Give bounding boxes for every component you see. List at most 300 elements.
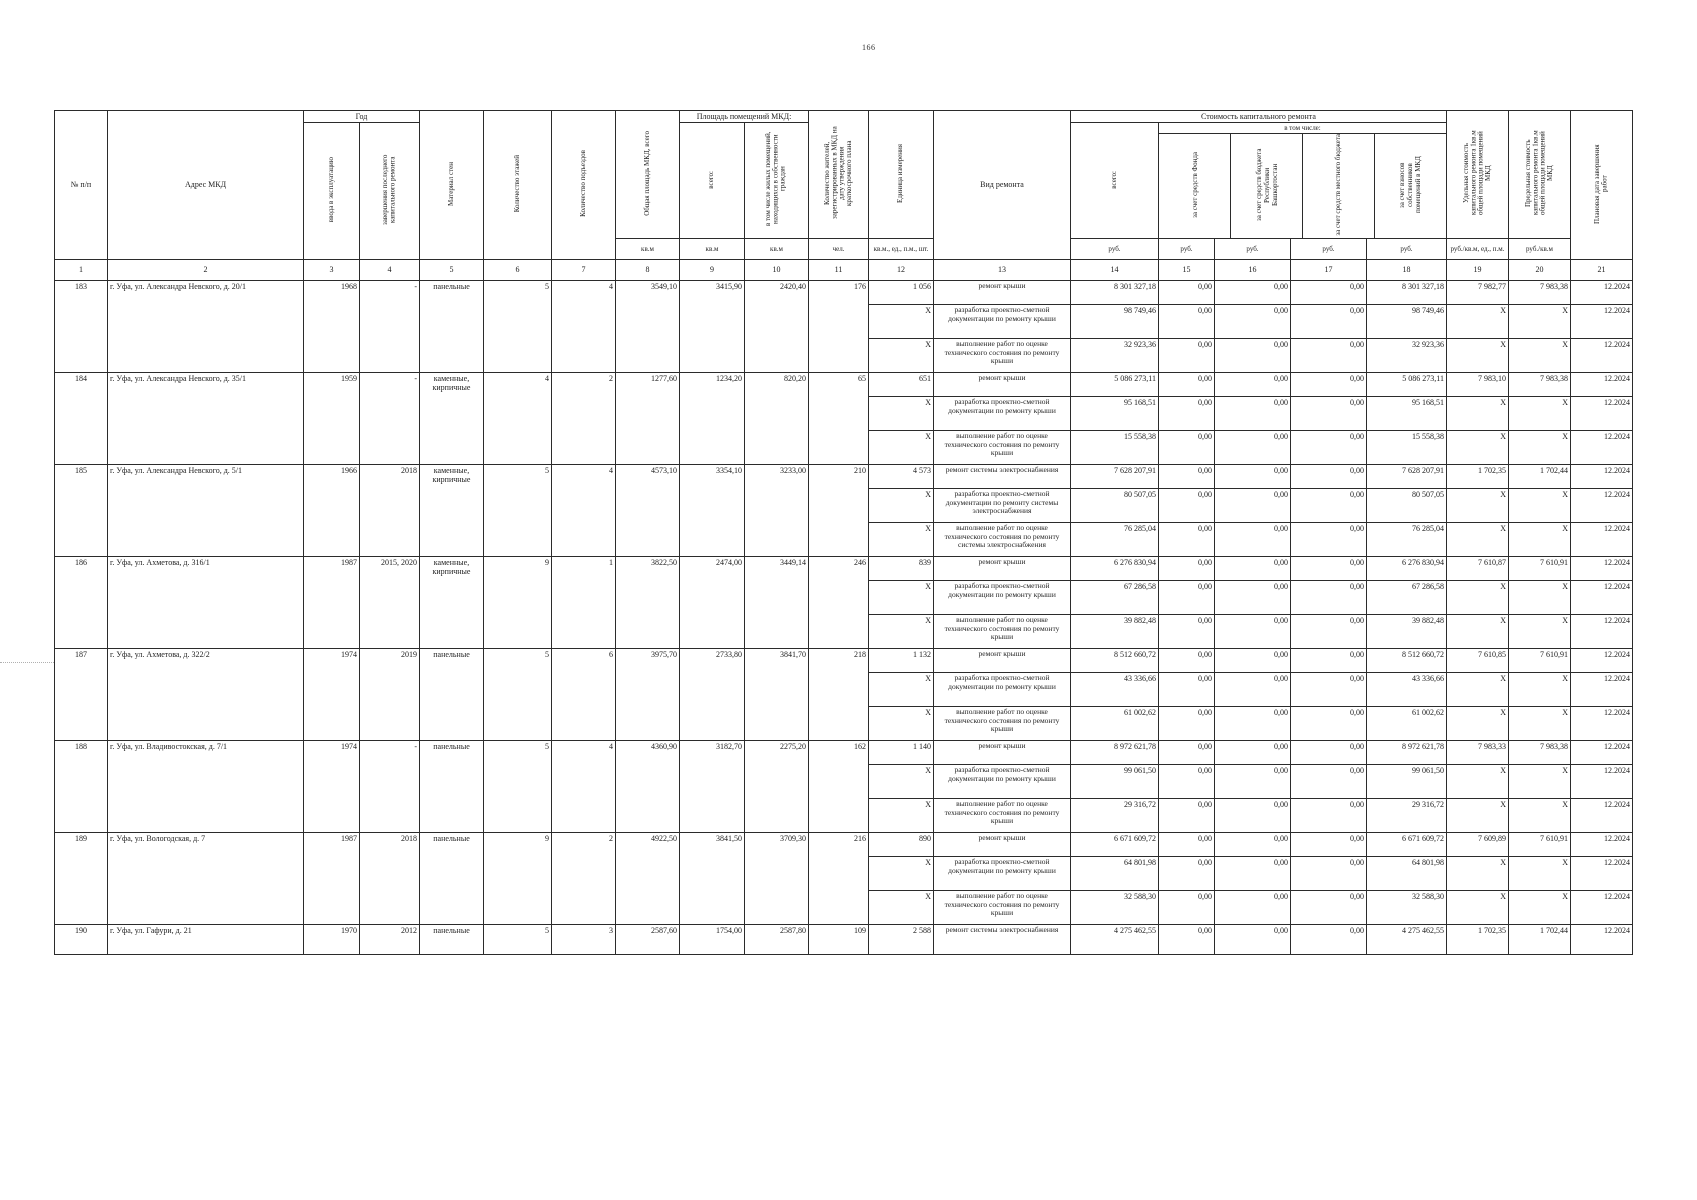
unit-cost: X [1447,396,1509,430]
header-fund: за счет средств Фонда [1159,134,1231,238]
cost-owners: 5 086 273,11 [1367,372,1447,396]
cost-total: 95 168,51 [1071,396,1159,430]
wall-material: панельные [420,280,484,372]
cost-local: 0,00 [1291,304,1367,338]
cost-owners: 61 002,62 [1367,706,1447,740]
work-quantity: 4 573 [869,464,934,488]
cost-total: 32 923,36 [1071,338,1159,372]
floors-count: 9 [484,832,552,924]
row-number: 187 [55,648,108,740]
cost-local: 0,00 [1291,672,1367,706]
year-built: 1966 [304,464,360,556]
work-quantity: X [869,580,934,614]
column-number: 10 [745,259,809,280]
unit-cost: 7 983,10 [1447,372,1509,396]
deadline-date: 12.2024 [1571,396,1633,430]
cost-republic: 0,00 [1215,304,1291,338]
header-num: № п/п [55,111,108,260]
header-cost-group: Стоимость капитального ремонта [1071,111,1447,123]
cost-local: 0,00 [1291,832,1367,856]
unit-rub-18: руб. [1367,238,1447,259]
work-type: выполнение работ по оценке технического состояния по ремонту крыши [934,706,1071,740]
cost-owners: 95 168,51 [1367,396,1447,430]
max-cost: 7 983,38 [1509,372,1571,396]
work-type: ремонт системы электроснабжения [934,464,1071,488]
row-number: 183 [55,280,108,372]
unit-cost: X [1447,798,1509,832]
wall-material: панельные [420,648,484,740]
unit-cost: X [1447,890,1509,924]
residents-count: 218 [809,648,869,740]
table-body [55,280,1633,954]
cost-fund: 0,00 [1159,890,1215,924]
unit-cost: X [1447,304,1509,338]
header-incl-block [1159,123,1447,239]
cost-republic: 0,00 [1215,372,1291,396]
cost-republic: 0,00 [1215,464,1291,488]
cost-total: 61 002,62 [1071,706,1159,740]
unit-cost: X [1447,764,1509,798]
cost-owners: 39 882,48 [1367,614,1447,648]
header-max-cost: Предельная стоимость капитального ремонта 1кв.м общей площади помещений МКД [1509,111,1571,239]
deadline-date: 12.2024 [1571,464,1633,488]
cost-total: 5 086 273,11 [1071,372,1159,396]
cost-local: 0,00 [1291,740,1367,764]
cost-local: 0,00 [1291,890,1367,924]
cost-total: 39 882,48 [1071,614,1159,648]
page-number: 166 [862,43,876,52]
cost-owners: 15 558,38 [1367,430,1447,464]
column-numbers-row [55,259,1633,280]
wall-material: панельные [420,924,484,954]
entrances-count: 6 [552,648,616,740]
premises-residential: 3233,00 [745,464,809,556]
cost-fund: 0,00 [1159,648,1215,672]
work-type: разработка проектно-сметной документации по ремонту крыши [934,304,1071,338]
header-local: за счет средств местного бюджета [1303,134,1375,238]
unit-rub-14: руб. [1071,238,1159,259]
residents-count: 216 [809,832,869,924]
column-number: 4 [360,259,420,280]
unit-cost: X [1447,338,1509,372]
work-quantity: X [869,614,934,648]
premises-total: 3415,90 [680,280,745,372]
work-type: ремонт крыши [934,832,1071,856]
cost-local: 0,00 [1291,856,1367,890]
cost-owners: 6 276 830,94 [1367,556,1447,580]
table-row [55,832,1633,856]
max-cost: X [1509,856,1571,890]
deadline-date: 12.2024 [1571,580,1633,614]
work-type: ремонт крыши [934,648,1071,672]
premises-residential: 2587,80 [745,924,809,954]
work-quantity: 1 056 [869,280,934,304]
cost-total: 8 512 660,72 [1071,648,1159,672]
unit-people: чел. [809,238,869,259]
work-quantity: X [869,304,934,338]
work-type: ремонт крыши [934,372,1071,396]
work-type: ремонт крыши [934,280,1071,304]
cost-fund: 0,00 [1159,396,1215,430]
unit-cost: X [1447,706,1509,740]
total-area: 4573,10 [616,464,680,556]
unit-rub-19: руб./кв.м, ед., п.м. [1447,238,1509,259]
cost-owners: 7 628 207,91 [1367,464,1447,488]
entrances-count: 2 [552,372,616,464]
work-type: выполнение работ по оценке технического состояния по ремонту крыши [934,614,1071,648]
work-type: выполнение работ по оценке технического состояния по ремонту системы электроснабжения [934,522,1071,556]
work-quantity: X [869,798,934,832]
cost-local: 0,00 [1291,614,1367,648]
header-address: Адрес МКД [108,111,304,260]
cost-owners: 4 275 462,55 [1367,924,1447,954]
cost-fund: 0,00 [1159,832,1215,856]
total-area: 3975,70 [616,648,680,740]
cost-local: 0,00 [1291,280,1367,304]
row-number: 184 [55,372,108,464]
building-address: г. Уфа, ул. Александра Невского, д. 35/1 [108,372,304,464]
unit-rub-20: руб./кв.м [1509,238,1571,259]
work-quantity: X [869,706,934,740]
premises-total: 1234,20 [680,372,745,464]
cost-republic: 0,00 [1215,672,1291,706]
work-quantity: 890 [869,832,934,856]
cost-fund: 0,00 [1159,522,1215,556]
column-number: 14 [1071,259,1159,280]
header-work-type: Вид ремонта [934,111,1071,260]
cost-republic: 0,00 [1215,580,1291,614]
max-cost: X [1509,614,1571,648]
cost-fund: 0,00 [1159,580,1215,614]
deadline-date: 12.2024 [1571,430,1633,464]
cost-fund: 0,00 [1159,798,1215,832]
entrances-count: 4 [552,740,616,832]
cost-local: 0,00 [1291,430,1367,464]
unit-cost: X [1447,430,1509,464]
row-number: 186 [55,556,108,648]
building-address: г. Уфа, ул. Владивостокская, д. 7/1 [108,740,304,832]
header-floors: Количество этажей [484,111,552,260]
cost-republic: 0,00 [1215,396,1291,430]
cost-republic: 0,00 [1215,740,1291,764]
cost-total: 32 588,30 [1071,890,1159,924]
floors-count: 5 [484,924,552,954]
column-number: 7 [552,259,616,280]
entrances-count: 3 [552,924,616,954]
header-premises-group: Площадь помещений МКД: [680,111,809,123]
cost-local: 0,00 [1291,798,1367,832]
building-address: г. Уфа, ул. Гафури, д. 21 [108,924,304,954]
year-built: 1974 [304,740,360,832]
unit-area-8: кв.м [616,238,680,259]
cost-fund: 0,00 [1159,924,1215,954]
cost-republic: 0,00 [1215,430,1291,464]
max-cost: X [1509,672,1571,706]
row-number: 190 [55,924,108,954]
column-number: 9 [680,259,745,280]
cost-fund: 0,00 [1159,464,1215,488]
max-cost: 1 702,44 [1509,924,1571,954]
cost-fund: 0,00 [1159,280,1215,304]
premises-residential: 3709,30 [745,832,809,924]
cost-local: 0,00 [1291,522,1367,556]
header-wall-material: Материал стен [420,111,484,260]
cost-owners: 6 671 609,72 [1367,832,1447,856]
cost-owners: 99 061,50 [1367,764,1447,798]
max-cost: 7 610,91 [1509,832,1571,856]
premises-total: 2474,00 [680,556,745,648]
max-cost: X [1509,522,1571,556]
cost-republic: 0,00 [1215,648,1291,672]
unit-measure: кв.м., ед., п.м., шт. [869,238,934,259]
wall-material: каменные, кирпичные [420,372,484,464]
cost-republic: 0,00 [1215,488,1291,522]
column-number: 20 [1509,259,1571,280]
deadline-date: 12.2024 [1571,372,1633,396]
column-number: 1 [55,259,108,280]
year-built: 1959 [304,372,360,464]
work-type: разработка проектно-сметной документации по ремонту крыши [934,580,1071,614]
header-owners: за счет взносов собственников помещений в МКД [1398,156,1423,214]
table-row [55,556,1633,580]
cost-total: 15 558,38 [1071,430,1159,464]
work-type: выполнение работ по оценке технического состояния по ремонту крыши [934,798,1071,832]
work-quantity: 1 140 [869,740,934,764]
max-cost: 7 983,38 [1509,740,1571,764]
header-incl: в том числе: [1159,123,1446,134]
cost-total: 7 628 207,91 [1071,464,1159,488]
cost-total: 64 801,98 [1071,856,1159,890]
unit-cost: 7 609,89 [1447,832,1509,856]
header-incl-sub [1159,134,1446,238]
cost-owners: 43 336,66 [1367,672,1447,706]
cost-fund: 0,00 [1159,614,1215,648]
column-number: 17 [1291,259,1367,280]
header-year-last-repair: завершения последнего капитального ремонта [360,123,420,260]
work-type: разработка проектно-сметной документации по ремонту системы электроснабжения [934,488,1071,522]
cost-fund: 0,00 [1159,856,1215,890]
column-number: 12 [869,259,934,280]
capital-repair-table [54,110,1633,955]
header-republic: за счет средств бюджета Республики Башкортостан [1231,134,1303,238]
cost-total: 98 749,46 [1071,304,1159,338]
premises-residential: 2420,40 [745,280,809,372]
unit-area-10: кв.м [745,238,809,259]
max-cost: X [1509,488,1571,522]
deadline-date: 12.2024 [1571,672,1633,706]
deadline-date: 12.2024 [1571,614,1633,648]
cost-republic: 0,00 [1215,890,1291,924]
cost-local: 0,00 [1291,338,1367,372]
residents-count: 162 [809,740,869,832]
cost-total: 80 507,05 [1071,488,1159,522]
max-cost: X [1509,798,1571,832]
premises-total: 1754,00 [680,924,745,954]
work-quantity: 2 588 [869,924,934,954]
work-quantity: X [869,856,934,890]
cost-fund: 0,00 [1159,764,1215,798]
row-number: 188 [55,740,108,832]
cost-republic: 0,00 [1215,798,1291,832]
year-last-repair: - [360,372,420,464]
work-quantity: X [869,522,934,556]
work-type: ремонт крыши [934,556,1071,580]
max-cost: 1 702,44 [1509,464,1571,488]
cost-fund: 0,00 [1159,706,1215,740]
header-premises-residential: в том числе жилых помещений, находящихся в собственности граждан [745,123,809,239]
row-number: 185 [55,464,108,556]
header-year-group: Год [304,111,420,123]
deadline-date: 12.2024 [1571,706,1633,740]
column-number: 16 [1215,259,1291,280]
max-cost: X [1509,764,1571,798]
total-area: 4922,50 [616,832,680,924]
cost-owners: 64 801,98 [1367,856,1447,890]
residents-count: 65 [809,372,869,464]
unit-cost: X [1447,856,1509,890]
deadline-date: 12.2024 [1571,832,1633,856]
premises-total: 3182,70 [680,740,745,832]
cost-owners: 76 285,04 [1367,522,1447,556]
cost-total: 6 671 609,72 [1071,832,1159,856]
column-number: 8 [616,259,680,280]
cost-total: 99 061,50 [1071,764,1159,798]
cost-local: 0,00 [1291,372,1367,396]
year-built: 1987 [304,556,360,648]
deadline-date: 12.2024 [1571,924,1633,954]
unit-cost: 7 983,33 [1447,740,1509,764]
header-total-area: Общая площадь МКД, всего [616,111,680,239]
cost-fund: 0,00 [1159,740,1215,764]
residents-count: 109 [809,924,869,954]
cost-republic: 0,00 [1215,706,1291,740]
column-number: 18 [1367,259,1447,280]
cost-republic: 0,00 [1215,338,1291,372]
cost-fund: 0,00 [1159,338,1215,372]
cost-total: 43 336,66 [1071,672,1159,706]
deadline-date: 12.2024 [1571,556,1633,580]
floors-count: 9 [484,556,552,648]
residents-count: 210 [809,464,869,556]
deadline-date: 12.2024 [1571,648,1633,672]
year-built: 1968 [304,280,360,372]
cost-local: 0,00 [1291,488,1367,522]
cost-owners: 98 749,46 [1367,304,1447,338]
cost-republic: 0,00 [1215,522,1291,556]
floors-count: 5 [484,464,552,556]
deadline-date: 12.2024 [1571,890,1633,924]
total-area: 4360,90 [616,740,680,832]
work-quantity: X [869,338,934,372]
max-cost: X [1509,890,1571,924]
cost-total: 29 316,72 [1071,798,1159,832]
cost-owners: 32 923,36 [1367,338,1447,372]
margin-dotted-line [0,662,54,663]
premises-total: 3354,10 [680,464,745,556]
cost-owners: 8 301 327,18 [1367,280,1447,304]
year-built: 1974 [304,648,360,740]
unit-cost: X [1447,672,1509,706]
max-cost: X [1509,396,1571,430]
column-number: 5 [420,259,484,280]
row-number: 189 [55,832,108,924]
header-deadline: Плановая дата завершения работ [1571,111,1633,260]
year-built: 1987 [304,832,360,924]
cost-owners: 80 507,05 [1367,488,1447,522]
work-quantity: X [869,430,934,464]
column-number: 15 [1159,259,1215,280]
wall-material: каменные, кирпичные [420,464,484,556]
column-number: 11 [809,259,869,280]
cost-owners: 32 588,30 [1367,890,1447,924]
max-cost: X [1509,338,1571,372]
table-row [55,924,1633,954]
cost-republic: 0,00 [1215,764,1291,798]
table-row [55,740,1633,764]
entrances-count: 4 [552,280,616,372]
work-quantity: 651 [869,372,934,396]
deadline-date: 12.2024 [1571,740,1633,764]
unit-cost: 7 610,85 [1447,648,1509,672]
total-area: 2587,60 [616,924,680,954]
unit-cost: X [1447,522,1509,556]
floors-count: 5 [484,280,552,372]
header-residents: Количество жителей, зарегистрированных в МКД на дату утверждения краткосрочного плана [809,111,869,239]
max-cost: X [1509,304,1571,338]
cost-total: 76 285,04 [1071,522,1159,556]
wall-material: панельные [420,740,484,832]
unit-cost: X [1447,614,1509,648]
residents-count: 246 [809,556,869,648]
cost-republic: 0,00 [1215,924,1291,954]
entrances-count: 4 [552,464,616,556]
cost-fund: 0,00 [1159,304,1215,338]
work-type: разработка проектно-сметной документации по ремонту крыши [934,672,1071,706]
total-area: 3822,50 [616,556,680,648]
floors-count: 5 [484,740,552,832]
max-cost: 7 610,91 [1509,556,1571,580]
unit-area-9: кв.м [680,238,745,259]
cost-local: 0,00 [1291,556,1367,580]
cost-local: 0,00 [1291,706,1367,740]
cost-owners: 8 512 660,72 [1367,648,1447,672]
year-last-repair: 2019 [360,648,420,740]
unit-cost: X [1447,580,1509,614]
work-quantity: X [869,890,934,924]
cost-fund: 0,00 [1159,556,1215,580]
cost-local: 0,00 [1291,924,1367,954]
year-last-repair: 2018 [360,832,420,924]
deadline-date: 12.2024 [1571,764,1633,798]
column-number: 13 [934,259,1071,280]
work-type: ремонт крыши [934,740,1071,764]
unit-cost: 1 702,35 [1447,924,1509,954]
cost-fund: 0,00 [1159,672,1215,706]
cost-total: 8 301 327,18 [1071,280,1159,304]
cost-owners: 67 286,58 [1367,580,1447,614]
year-last-repair: 2015, 2020 [360,556,420,648]
premises-residential: 820,20 [745,372,809,464]
cost-fund: 0,00 [1159,430,1215,464]
cost-republic: 0,00 [1215,832,1291,856]
building-address: г. Уфа, ул. Вологодская, д. 7 [108,832,304,924]
premises-residential: 3841,70 [745,648,809,740]
cost-local: 0,00 [1291,764,1367,798]
deadline-date: 12.2024 [1571,856,1633,890]
entrances-count: 2 [552,832,616,924]
work-type: разработка проектно-сметной документации по ремонту крыши [934,396,1071,430]
cost-republic: 0,00 [1215,556,1291,580]
